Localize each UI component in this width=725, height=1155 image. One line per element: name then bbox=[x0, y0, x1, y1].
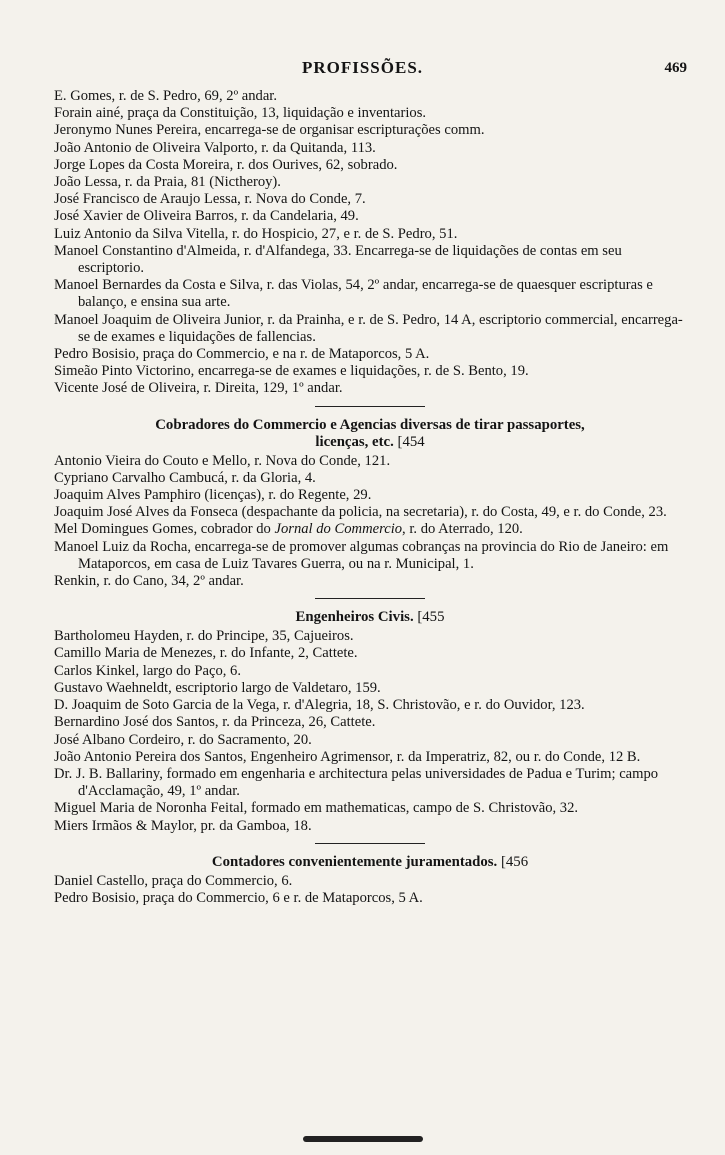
list-item: Daniel Castello, praça do Commercio, 6. bbox=[54, 872, 293, 889]
list-item: Cypriano Carvalho Cambucá, r. da Gloria, 4. bbox=[54, 469, 316, 486]
section-subtitle-text: licenças, etc. bbox=[315, 433, 394, 450]
list-item: Carlos Kinkel, largo do Paço, 6. bbox=[54, 662, 241, 679]
section-ref: [456 bbox=[500, 853, 529, 870]
list-item: Jorge Lopes da Costa Moreira, r. dos Ourives, 62, sobrado. bbox=[54, 156, 398, 173]
list-item: Miguel Maria de Noronha Feital, formado em mathematicas, campo de S. Christovão, 32. bbox=[54, 800, 579, 817]
list-item: Manoel Constantino d'Almeida, r. d'Alfandega, 33. Encarrega-se de liquidações de contas em seu escriptorio. bbox=[54, 242, 622, 277]
running-title: PROFISSÕES. bbox=[301, 58, 424, 77]
section-title-text: Engenheiros Civis. bbox=[295, 609, 414, 626]
section-title bbox=[54, 609, 686, 626]
section-collectors bbox=[54, 417, 686, 591]
page-content bbox=[54, 88, 686, 907]
list-item: Bernardino José dos Santos, r. da Princeza, 26, Cattete. bbox=[54, 714, 376, 731]
list-item: Joaquim José Alves da Fonseca (despachante da policia, na secretaria), r. do Costa, 49, e r. do Conde, 23. bbox=[54, 504, 667, 521]
section-ref: [455 bbox=[417, 609, 445, 626]
list-item: Jeronymo Nunes Pereira, encarrega-se de organisar escripturações comm. bbox=[54, 122, 485, 139]
newspaper-title: Jornal do Commercio bbox=[274, 521, 403, 538]
list-item: João Antonio Pereira dos Santos, Engenheiro Agrimensor, r. da Imperatriz, 82, ou r. do Conde, 12 B. bbox=[54, 748, 641, 765]
list-item: Joaquim Alves Pamphiro (licenças), r. do Regente, 29. bbox=[54, 487, 372, 504]
page-header bbox=[0, 58, 725, 82]
list-item: Forain ainé, praça da Constituição, 13, liquidação e inventarios. bbox=[54, 105, 427, 122]
list-item: Pedro Bosisio, praça do Commercio, 6 e r. de Mataporcos, 5 A. bbox=[54, 889, 423, 906]
list-item: Gustavo Waehneldt, escriptorio largo de Valdetaro, 159. bbox=[54, 679, 381, 696]
section-accountants-continued bbox=[54, 88, 686, 398]
list-item: E. Gomes, r. de S. Pedro, 69, 2º andar. bbox=[54, 88, 277, 104]
list-item: Pedro Bosisio, praça do Commercio, e na r. de Mataporcos, 5 A. bbox=[54, 346, 430, 363]
section-divider bbox=[315, 598, 425, 599]
page-number: 469 bbox=[664, 60, 687, 76]
list-item: João Antonio de Oliveira Valporto, r. da Quitanda, 113. bbox=[54, 139, 376, 156]
list-item: Bartholomeu Hayden, r. do Principe, 35, Cajueiros. bbox=[54, 628, 354, 645]
list-item-special bbox=[54, 521, 686, 538]
section-divider bbox=[315, 406, 425, 407]
list-item: Miers Irmãos & Maylor, pr. da Gamboa, 18. bbox=[54, 817, 312, 834]
list-item: Camillo Maria de Menezes, r. do Infante, 2, Cattete. bbox=[54, 645, 358, 662]
list-item: Renkin, r. do Cano, 34, 2º andar. bbox=[54, 573, 244, 590]
list-item: Luiz Antonio da Silva Vitella, r. do Hospicio, 27, e r. de S. Pedro, 51. bbox=[54, 225, 458, 242]
list-item: José Xavier de Oliveira Barros, r. da Candelaria, 49. bbox=[54, 208, 359, 225]
section-title-text: Contadores convenientemente juramentados. bbox=[211, 853, 498, 870]
entry-prefix: Mel Domingues Gomes, cobrador do bbox=[54, 521, 275, 538]
list-item: Manoel Joaquim de Oliveira Junior, r. da Prainha, e r. de S. Pedro, 14 A, escriptorio commercial, encarrega-se de exames e liquidações de fallencias. bbox=[54, 311, 683, 345]
end-ornament bbox=[303, 1136, 423, 1142]
list-item: José Francisco de Araujo Lessa, r. Nova do Conde, 7. bbox=[54, 191, 366, 208]
list-item: Antonio Vieira do Couto e Mello, r. Nova do Conde, 121. bbox=[54, 452, 391, 469]
section-ref: [454 bbox=[397, 433, 425, 450]
section-subtitle bbox=[54, 434, 686, 451]
section-title bbox=[54, 854, 686, 871]
section-title: Cobradores do Commercio e Agencias diversas de tirar passaportes, bbox=[155, 416, 585, 433]
section-divider bbox=[315, 843, 425, 844]
entry-suffix: , r. do Aterrado, 120. bbox=[402, 521, 523, 538]
list-item: Dr. J. B. Ballariny, formado em engenharia e architectura pelas universidades de Padua e Turim; campo d'Acclamação, 49, 1º andar. bbox=[54, 765, 659, 800]
list-item: Manoel Bernardes da Costa e Silva, r. das Violas, 54, 2º andar, encarrega-se de quaesquer escripturas e balanço, e ensina sua arte. bbox=[54, 277, 653, 311]
list-item: José Albano Cordeiro, r. do Sacramento, 20. bbox=[54, 731, 312, 748]
list-item: Vicente José de Oliveira, r. Direita, 129, 1º andar. bbox=[54, 380, 343, 397]
section-sworn-accountants bbox=[54, 854, 686, 907]
list-item: João Lessa, r. da Praia, 81 (Nictheroy). bbox=[54, 174, 281, 191]
list-item: Simeão Pinto Victorino, encarrega-se de exames e liquidações, r. de S. Bento, 19. bbox=[54, 363, 529, 380]
section-engineers bbox=[54, 609, 686, 834]
list-item: D. Joaquim de Soto Garcia de la Vega, r. d'Alegria, 18, S. Christovão, e r. do Ouvidor, 123. bbox=[54, 697, 585, 714]
list-item: Manoel Luiz da Rocha, encarrega-se de promover algumas cobranças na provincia do Rio de Janeiro: em Mataporcos, em casa de Luiz Tavares Guerra, ou na r. Municipal, 1. bbox=[54, 538, 669, 572]
